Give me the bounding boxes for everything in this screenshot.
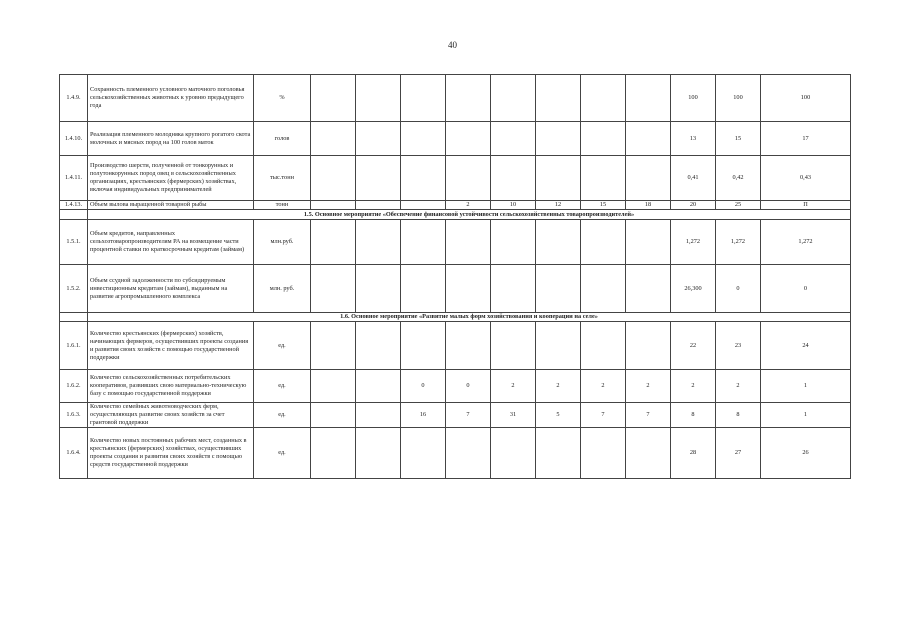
value-cell [491, 156, 536, 201]
value-cell: 0 [446, 370, 491, 403]
value-cell: 7 [446, 403, 491, 428]
indicator-description: Количество новых постоянных рабочих мест, созданных в крестьянских (фермерских) хозяйствах, осуществивших проекты создания и развития своих хозяйств с помощью средств государственной поддержки [88, 428, 254, 479]
value-cell [626, 75, 671, 122]
value-cell: 1,272 [761, 220, 851, 265]
value-cell [446, 220, 491, 265]
value-cell: 1 [761, 370, 851, 403]
indicator-unit: ед. [254, 370, 311, 403]
value-cell [626, 428, 671, 479]
value-cell [491, 322, 536, 370]
indicator-code: 1.4.13. [60, 201, 88, 210]
value-cell: 26,300 [671, 265, 716, 313]
value-cell: 28 [671, 428, 716, 479]
value-cell [356, 156, 401, 201]
value-cell [536, 428, 581, 479]
value-cell [626, 322, 671, 370]
indicator-description: Объем вылова выращенной товарной рыбы [88, 201, 254, 210]
indicator-unit: млн.руб. [254, 220, 311, 265]
section-row [60, 313, 851, 322]
value-cell [311, 201, 356, 210]
value-cell [401, 201, 446, 210]
value-cell [581, 428, 626, 479]
value-cell [356, 220, 401, 265]
value-cell: 1,272 [671, 220, 716, 265]
value-cell: 5 [536, 403, 581, 428]
value-cell [401, 265, 446, 313]
indicator-unit: тонн [254, 201, 311, 210]
value-cell [401, 75, 446, 122]
value-cell: 0,41 [671, 156, 716, 201]
value-cell: 1,272 [716, 220, 761, 265]
indicator-unit: ед. [254, 428, 311, 479]
value-cell: 12 [536, 201, 581, 210]
indicator-code: 1.6.2. [60, 370, 88, 403]
value-cell [446, 428, 491, 479]
indicator-code: 1.4.11. [60, 156, 88, 201]
value-cell [536, 75, 581, 122]
value-cell [491, 265, 536, 313]
value-cell [446, 265, 491, 313]
value-cell [491, 428, 536, 479]
value-cell [356, 428, 401, 479]
value-cell [626, 156, 671, 201]
indicator-unit: ед. [254, 322, 311, 370]
indicator-code: 1.6.4. [60, 428, 88, 479]
value-cell: 22 [671, 322, 716, 370]
value-cell [536, 220, 581, 265]
table-row [60, 370, 851, 403]
value-cell: 13 [671, 122, 716, 156]
value-cell [311, 156, 356, 201]
table-row [60, 428, 851, 479]
value-cell: 2 [446, 201, 491, 210]
value-cell [356, 370, 401, 403]
section-title: 1.5. Основное мероприятие «Обеспечение финансовой устойчивости сельскохозяйственных товаропроизводителей» [88, 210, 851, 220]
value-cell [356, 265, 401, 313]
indicators-table [59, 74, 851, 479]
indicator-code: 1.5.1. [60, 220, 88, 265]
value-cell [491, 220, 536, 265]
value-cell: 1 [761, 403, 851, 428]
value-cell [536, 265, 581, 313]
value-cell: 7 [626, 403, 671, 428]
table-row [60, 322, 851, 370]
value-cell: 2 [626, 370, 671, 403]
value-cell: 17 [761, 122, 851, 156]
indicator-description: Объем ссудной задолженности по субсидируемым инвестиционным кредитам (займам), выданным на развитие агропромышленного комплекса [88, 265, 254, 313]
value-cell: 100 [671, 75, 716, 122]
value-cell: 2 [581, 370, 626, 403]
value-cell [446, 75, 491, 122]
value-cell: П [761, 201, 851, 210]
value-cell: 25 [716, 201, 761, 210]
indicator-code: 1.6.1. [60, 322, 88, 370]
value-cell: 31 [491, 403, 536, 428]
indicator-unit: голов [254, 122, 311, 156]
indicator-code: 1.6.3. [60, 403, 88, 428]
value-cell [311, 428, 356, 479]
value-cell [401, 156, 446, 201]
indicator-unit: тыс.тонн [254, 156, 311, 201]
value-cell: 27 [716, 428, 761, 479]
page-number: 40 [448, 40, 457, 50]
indicator-code: 1.4.9. [60, 75, 88, 122]
value-cell: 100 [716, 75, 761, 122]
value-cell [401, 428, 446, 479]
value-cell: 23 [716, 322, 761, 370]
value-cell [581, 322, 626, 370]
indicator-description: Количество семейных животноводческих ферм, осуществляющих развитие своих хозяйств за счет грантовой поддержки [88, 403, 254, 428]
value-cell [536, 122, 581, 156]
value-cell: 24 [761, 322, 851, 370]
table-row [60, 201, 851, 210]
indicator-description: Реализация племенного молодняка крупного рогатого скота молочных и мясных пород на 100 голов маток [88, 122, 254, 156]
value-cell [581, 122, 626, 156]
indicator-unit: ед. [254, 403, 311, 428]
value-cell: 20 [671, 201, 716, 210]
value-cell: 15 [716, 122, 761, 156]
table-row [60, 75, 851, 122]
value-cell: 26 [761, 428, 851, 479]
value-cell: 100 [761, 75, 851, 122]
table-row [60, 220, 851, 265]
value-cell: 0 [716, 265, 761, 313]
indicator-description: Количество сельскохозяйственных потребительских кооперативов, развивших свою материально-техническую базу с помощью государственной поддержки [88, 370, 254, 403]
indicator-description: Сохранность племенного условного маточного поголовья сельскохозяйственных животных к уровню предыдущего года [88, 75, 254, 122]
value-cell [401, 220, 446, 265]
value-cell: 15 [581, 201, 626, 210]
indicator-description: Количество крестьянских (фермерских) хозяйств, начинающих фермеров, осуществивших проекты создания и развития своих хозяйств с помощью государственной поддержки [88, 322, 254, 370]
value-cell [536, 322, 581, 370]
indicator-code: 1.4.10. [60, 122, 88, 156]
value-cell: 2 [716, 370, 761, 403]
value-cell [581, 75, 626, 122]
value-cell [311, 75, 356, 122]
table-row [60, 403, 851, 428]
value-cell: 8 [716, 403, 761, 428]
value-cell [311, 265, 356, 313]
section-code-cell [60, 313, 88, 322]
value-cell [311, 220, 356, 265]
value-cell: 0 [761, 265, 851, 313]
value-cell: 0,43 [761, 156, 851, 201]
value-cell [581, 156, 626, 201]
table-row [60, 122, 851, 156]
value-cell [311, 370, 356, 403]
value-cell [356, 403, 401, 428]
value-cell: 2 [671, 370, 716, 403]
value-cell: 10 [491, 201, 536, 210]
value-cell [401, 122, 446, 156]
value-cell [626, 122, 671, 156]
value-cell: 8 [671, 403, 716, 428]
value-cell [356, 75, 401, 122]
value-cell: 2 [491, 370, 536, 403]
value-cell [626, 265, 671, 313]
value-cell [311, 322, 356, 370]
value-cell [581, 265, 626, 313]
value-cell: 16 [401, 403, 446, 428]
value-cell [401, 322, 446, 370]
indicator-unit: % [254, 75, 311, 122]
value-cell [311, 403, 356, 428]
value-cell [446, 322, 491, 370]
value-cell [356, 322, 401, 370]
section-code-cell [60, 210, 88, 220]
table-row [60, 156, 851, 201]
value-cell: 0 [401, 370, 446, 403]
value-cell [581, 220, 626, 265]
section-row [60, 210, 851, 220]
value-cell: 7 [581, 403, 626, 428]
section-title: 1.6. Основное мероприятие «Развитие малых форм хозяйствования и кооперации на селе» [88, 313, 851, 322]
value-cell [491, 75, 536, 122]
value-cell: 0,42 [716, 156, 761, 201]
value-cell: 18 [626, 201, 671, 210]
value-cell [446, 156, 491, 201]
indicator-description: Объем кредитов, направленных сельхозтоваропроизводителям РА на возмещение части процентной ставки по краткосрочным кредитам (займам) [88, 220, 254, 265]
value-cell [356, 201, 401, 210]
value-cell [311, 122, 356, 156]
value-cell [491, 122, 536, 156]
indicator-unit: млн. руб. [254, 265, 311, 313]
table-row [60, 265, 851, 313]
indicator-code: 1.5.2. [60, 265, 88, 313]
value-cell [626, 220, 671, 265]
value-cell [536, 156, 581, 201]
value-cell: 2 [536, 370, 581, 403]
value-cell [356, 122, 401, 156]
value-cell [446, 122, 491, 156]
indicator-description: Производство шерсти, полученной от тонкорунных и полутонкорунных пород овец в сельскохозяйственных организациях, крестьянских (фермерских) хозяйствах, включая индивидуальных предпринимателей [88, 156, 254, 201]
